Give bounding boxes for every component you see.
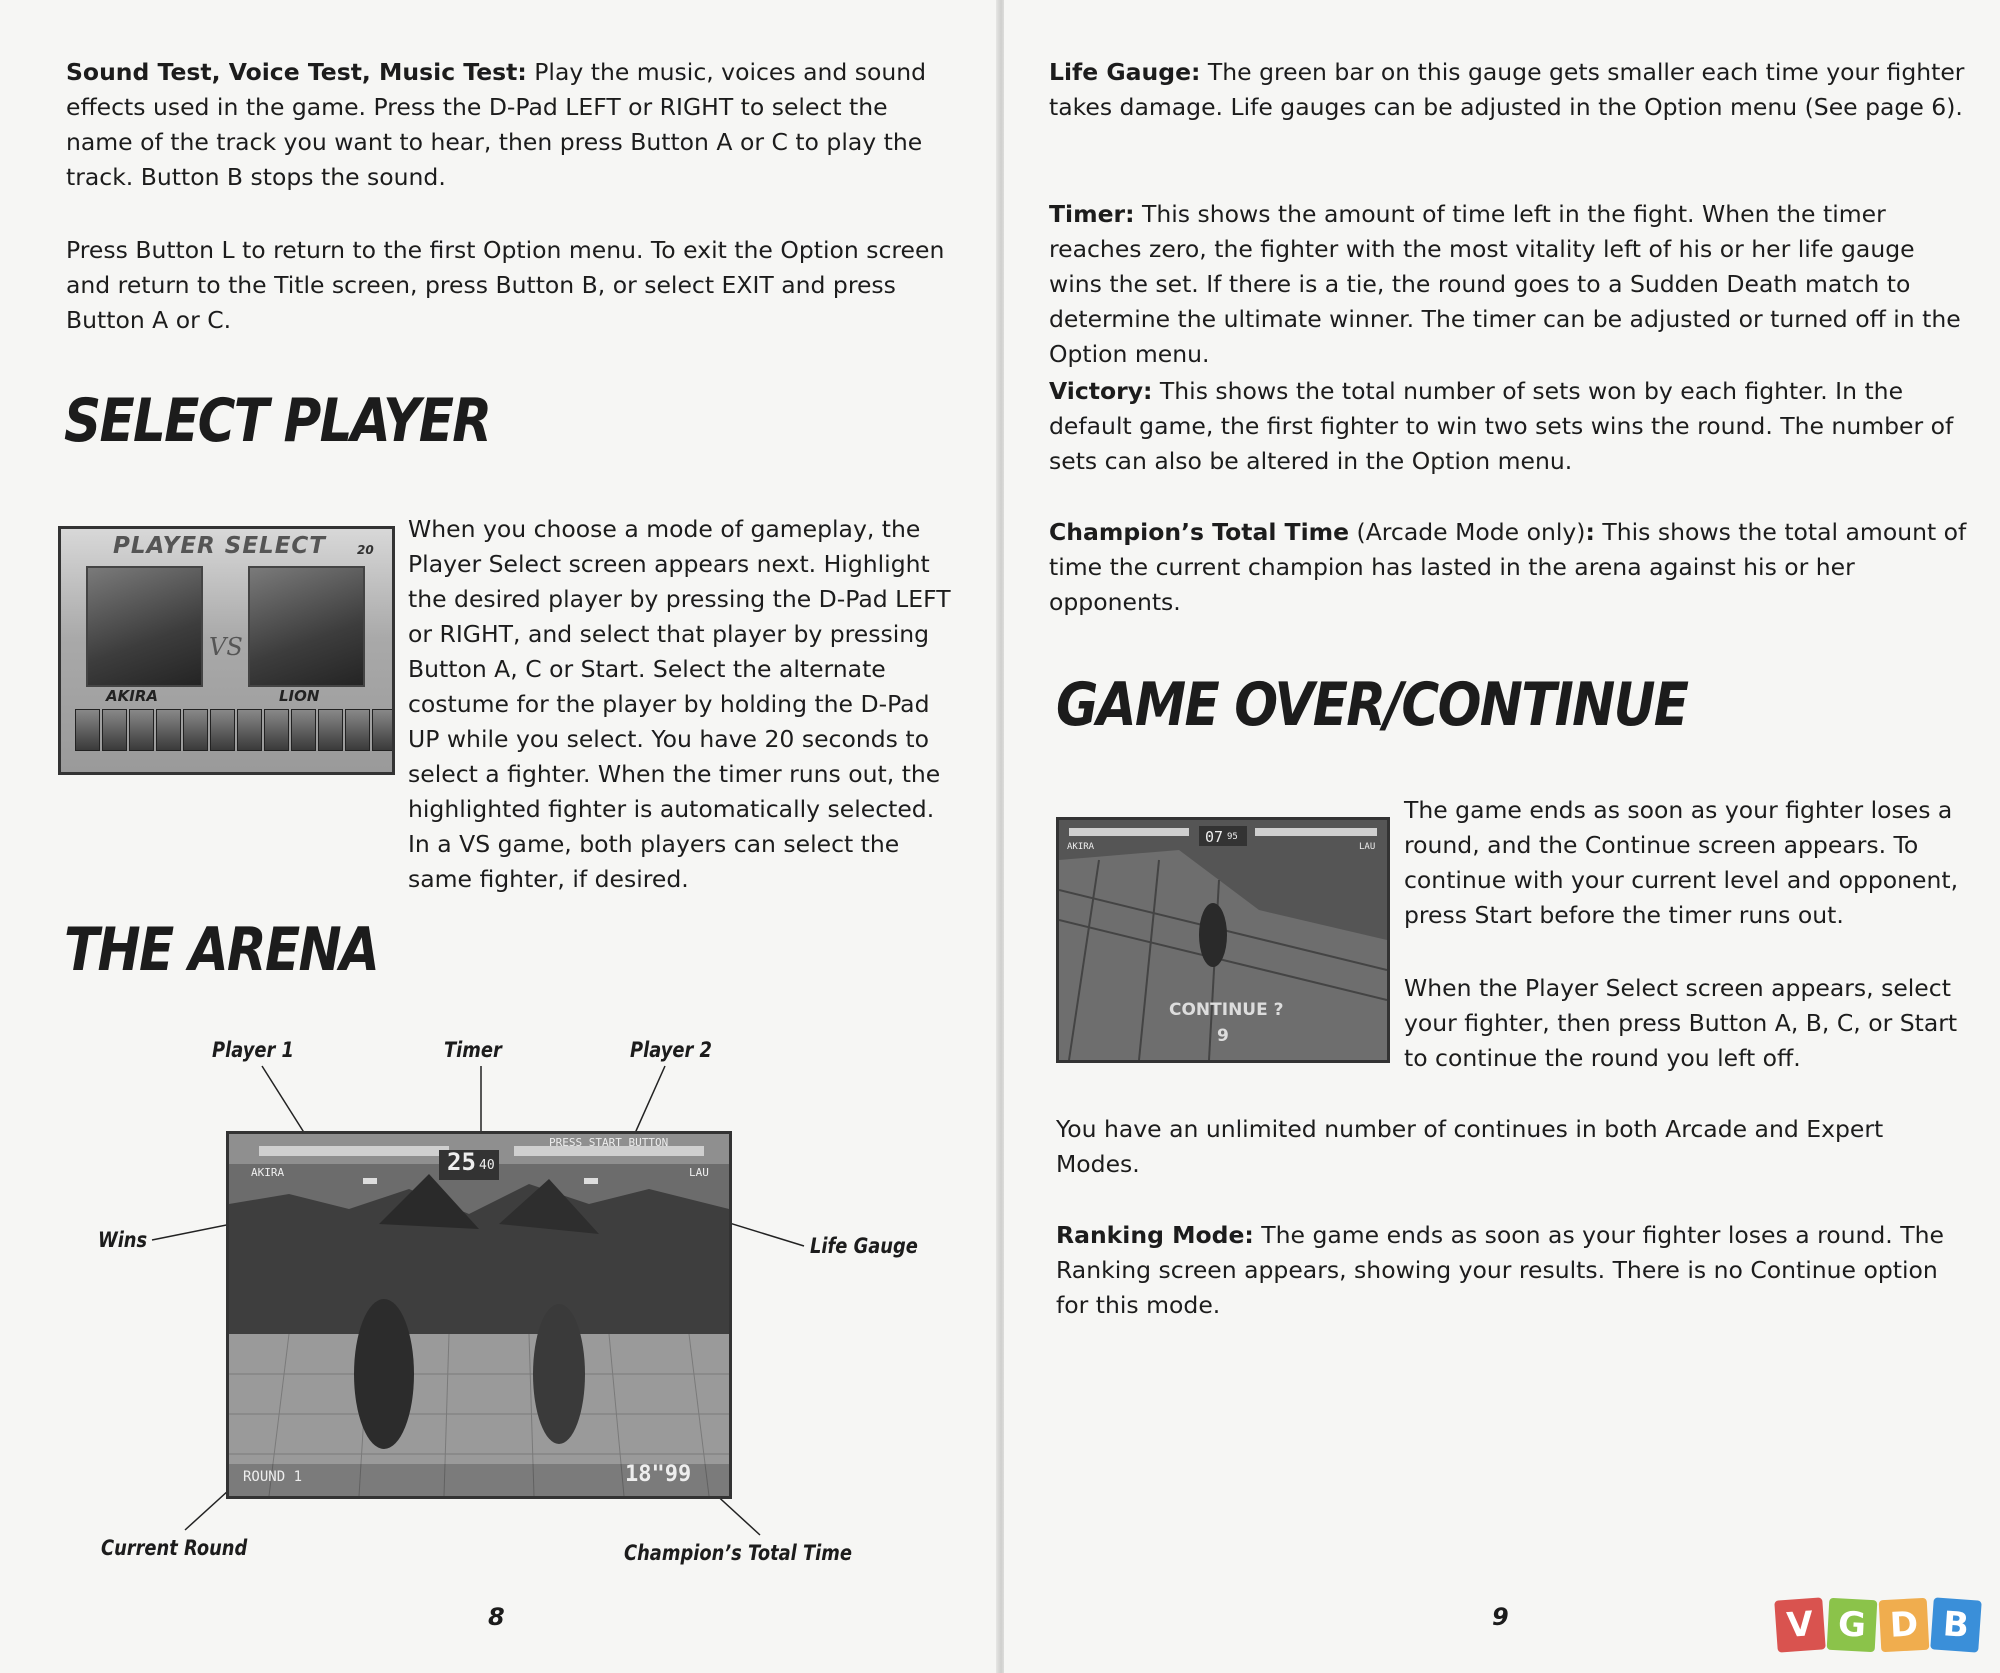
arena-timer: 25 [447,1148,476,1176]
p1-name: AKIRA [106,687,158,705]
champion-label: Champion’s Total Time [1049,518,1350,546]
champion-mode-note: (Arcade Mode only) [1349,518,1586,546]
life-gauge-text: The green bar on this gauge gets smaller each time your fighter takes damage. Life gauges can be adjusted in the Option menu (See page 6). [1049,58,1965,121]
callout-life-gauge: Life Gauge [810,1234,918,1258]
p2-name: LION [279,687,320,705]
ranking-mode-label: Ranking Mode: [1056,1221,1254,1249]
champion-text: This shows the total amount of time the current champion has lasted in the arena against his or her opponents. [1049,518,1967,616]
press-start-text: PRESS START BUTTON [549,1136,669,1149]
player-select-title: PLAYER SELECT [113,533,326,559]
champion-colon: : [1585,518,1595,546]
p1-hud-name: AKIRA [251,1166,285,1179]
logo-letter-v: V [1774,1597,1826,1652]
continue-screenshot [1056,817,1390,1063]
select-player-text: When you choose a mode of gameplay, the Player Select screen appears next. Highlight the desired player by pressing the D-Pad LEFT or RIGHT, and select that player by pressing Button A, C or Start. Select the alternate costume for the player by holding the D-Pad UP while you select. You have 20 seconds to select a fighter. When the timer runs out, the highlighted fighter is automatically selected. In a VS game, both players can select the same fighter, if desired. [408,515,951,893]
life-gauge-paragraph [1049,55,1969,125]
continue-fighter [1199,903,1227,967]
akira-fighter [354,1299,414,1449]
ranking-mode-paragraph [1056,1218,1976,1323]
continue-p2-name: LAU [1359,842,1376,852]
sound-test-text: Play the music, voices and sound effects used in the game. Press the D-Pad LEFT or RIGHT to select the name of the track you want to hear, then press Button A or C to play the track. Button B stops the sound. [66,58,927,191]
callout-player1: Player 1 [212,1038,294,1062]
lau-fighter [533,1304,585,1444]
champion-total-time: 18"99 [625,1462,692,1487]
timer-label: Timer: [1049,200,1135,228]
continue-timer: 07 [1205,828,1224,846]
continue-p2-gauge [1255,828,1377,836]
champion-paragraph [1049,515,1969,620]
p2-hud-name: LAU [689,1166,709,1179]
victory-label: Victory: [1049,377,1153,405]
page-number-right: 9 [1492,1603,1509,1631]
continue-prompt: CONTINUE ? [1169,1000,1284,1020]
callout-wins: Wins [98,1228,148,1252]
leader-player2 [632,1066,665,1140]
ranking-mode-text: The game ends as soon as your fighter loses a round. The Ranking screen appears, showing your results. There is no Continue option for this mode. [1056,1221,1944,1319]
player-select-timer: 20 [357,543,374,557]
vgdb-logo [1776,1599,1980,1651]
callout-current-round: Current Round [101,1536,248,1560]
continue-paragraph-1: The game ends as soon as your fighter loses a round, and the Continue screen appears. To continue with your current level and opponent, press Start before the timer runs out. [1404,796,1959,929]
callout-timer: Timer [444,1038,502,1062]
game-over-heading: GAME OVER/CONTINUE [1056,670,1688,740]
round-indicator: ROUND 1 [243,1469,303,1485]
option-exit-paragraph: Press Button L to return to the first Option menu. To exit the Option screen and return to the Title screen, press Button B, or select EXIT and press Button A or C. [66,236,945,334]
sound-test-label: Sound Test, Voice Test, Music Test: [66,58,527,86]
logo-letter-g: G [1827,1598,1878,1652]
victory-text: This shows the total number of sets won by each fighter. In the default game, the first fighter to win two sets wins the round. The number of sets can also be altered in the Option menu. [1049,377,1954,475]
p1-win-marker [363,1178,377,1184]
continue-countdown: 9 [1217,1026,1229,1046]
select-player-heading: SELECT PLAYER [64,386,491,456]
arena-screenshot [226,1131,732,1499]
p1-life-gauge [259,1146,449,1156]
logo-letter-d: D [1879,1598,1930,1652]
logo-letter-b: B [1930,1597,1982,1652]
continue-p1-name: AKIRA [1067,842,1095,852]
p2-win-marker [584,1178,598,1184]
callout-champion-time: Champion’s Total Time [624,1541,852,1565]
victory-paragraph [1049,374,1969,479]
continue-timer-small: 95 [1227,832,1238,842]
callout-player2: Player 2 [630,1038,712,1062]
arena-timer-small: 40 [479,1158,495,1173]
continue-scene [1059,820,1387,1060]
right-page [1004,0,2000,1673]
unlimited-continues-paragraph: You have an unlimited number of continues in both Arcade and Expert Modes. [1056,1115,1884,1178]
timer-paragraph [1049,197,1969,372]
page-number-left: 8 [488,1603,505,1631]
continue-paragraph-2: When the Player Select screen appears, select your fighter, then press Button A, B, C, or Start to continue the round you left off. [1404,974,1958,1072]
arena-heading: THE ARENA [64,915,379,985]
continue-p1-gauge [1069,828,1189,836]
arena-scene [229,1134,729,1496]
timer-text: This shows the amount of time left in the fight. When the timer reaches zero, the fighter with the most vitality left of his or her life gauge wins the set. If there is a tie, the round goes to a Sudden Death match to determine the ultimate winner. The timer can be adjusted or turned off in the Option menu. [1049,200,1961,368]
vs-label: VS [209,633,243,661]
life-gauge-label: Life Gauge: [1049,58,1201,86]
